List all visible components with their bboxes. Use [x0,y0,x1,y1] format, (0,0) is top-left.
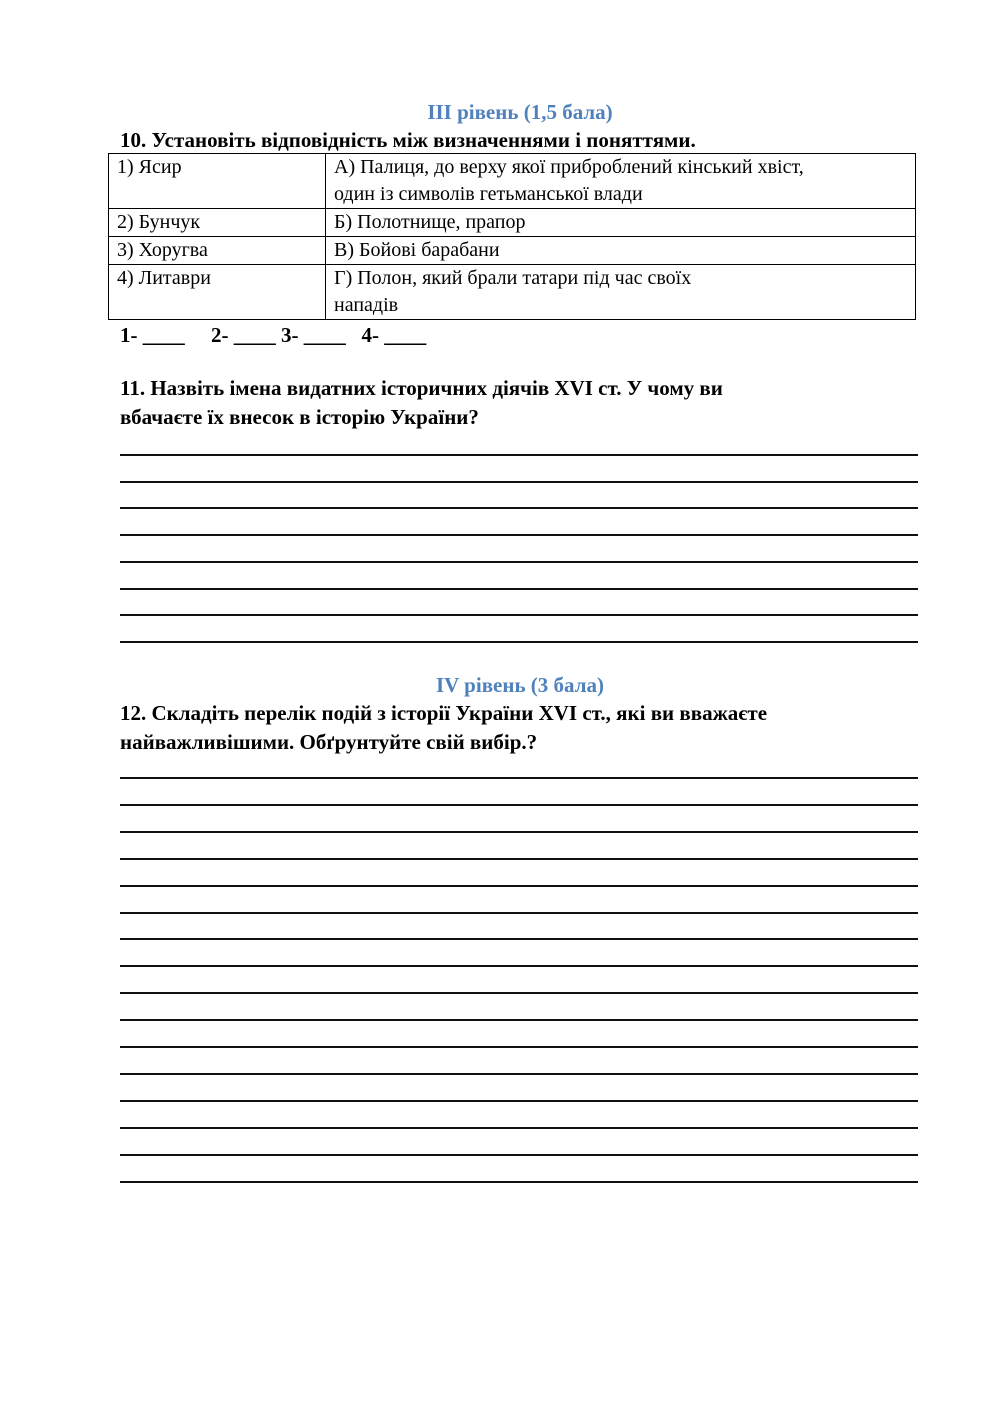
task-11-title-line-1: 11. Назвіть імена видатних історичних діячів XVI ст. У чому ви [120,376,723,400]
answer-line[interactable] [120,534,918,536]
term-cell: 4) Литаври [109,265,326,320]
term-cell: 2) Бунчук [109,209,326,237]
answer-line[interactable] [120,588,918,590]
definition-cell: В) Бойові барабани [326,237,916,265]
term-cell: 3) Хоругва [109,237,326,265]
answer-line[interactable] [120,454,918,456]
answer-line[interactable] [120,561,918,563]
table-row [109,209,916,237]
answer-line[interactable] [120,507,918,509]
answer-line[interactable] [120,912,918,914]
answer-line[interactable] [120,1181,918,1183]
definition-line: нападів [334,294,399,316]
answer-line[interactable] [120,804,918,806]
answer-line[interactable] [120,641,918,643]
term-cell: 1) Ясир [109,154,326,209]
task-10-title: 10. Установіть відповідність між визначеннями і поняттями. [120,128,696,152]
task-12-title-line-1: 12. Складіть перелік подій з історії України XVI ст., які ви вважаєте [120,701,768,725]
level-4-heading: IV рівень (3 бала) [435,673,605,697]
table-row [109,154,916,209]
answer-line[interactable] [120,481,918,483]
definition-cell: Б) Полотнище, прапор [326,209,916,237]
definition-line: А) Палиця, до верху якої приброблений кінський хвіст, [334,156,804,178]
answer-line[interactable] [120,831,918,833]
task-12-title-line-2: найважливішими. Обґрунтуйте свій вибір.? [120,730,538,754]
answer-line[interactable] [120,1019,918,1021]
answer-line[interactable] [120,992,918,994]
answer-line[interactable] [120,1127,918,1129]
answer-line[interactable] [120,965,918,967]
answer-line[interactable] [120,1073,918,1075]
answer-line[interactable] [120,1154,918,1156]
answer-line[interactable] [120,777,918,779]
matching-table [108,153,916,320]
task-11-title-line-2: вбачаєте їх внесок в історію України? [120,405,479,429]
definition-line: один із символів гетьманської влади [334,183,643,205]
answer-line[interactable] [120,885,918,887]
task-10-answer-blanks[interactable]: 1- ____ 2- ____ 3- ____ 4- ____ [120,323,427,347]
level-3-heading: III рівень (1,5 бала) [427,100,613,124]
definition-cell [326,154,916,209]
answer-line[interactable] [120,614,918,616]
table-row [109,265,916,320]
answer-line[interactable] [120,1046,918,1048]
definition-line: Г) Полон, який брали татари під час своїх [334,267,692,289]
answer-line[interactable] [120,858,918,860]
answer-line[interactable] [120,1100,918,1102]
definition-cell [326,265,916,320]
table-row [109,237,916,265]
answer-line[interactable] [120,938,918,940]
